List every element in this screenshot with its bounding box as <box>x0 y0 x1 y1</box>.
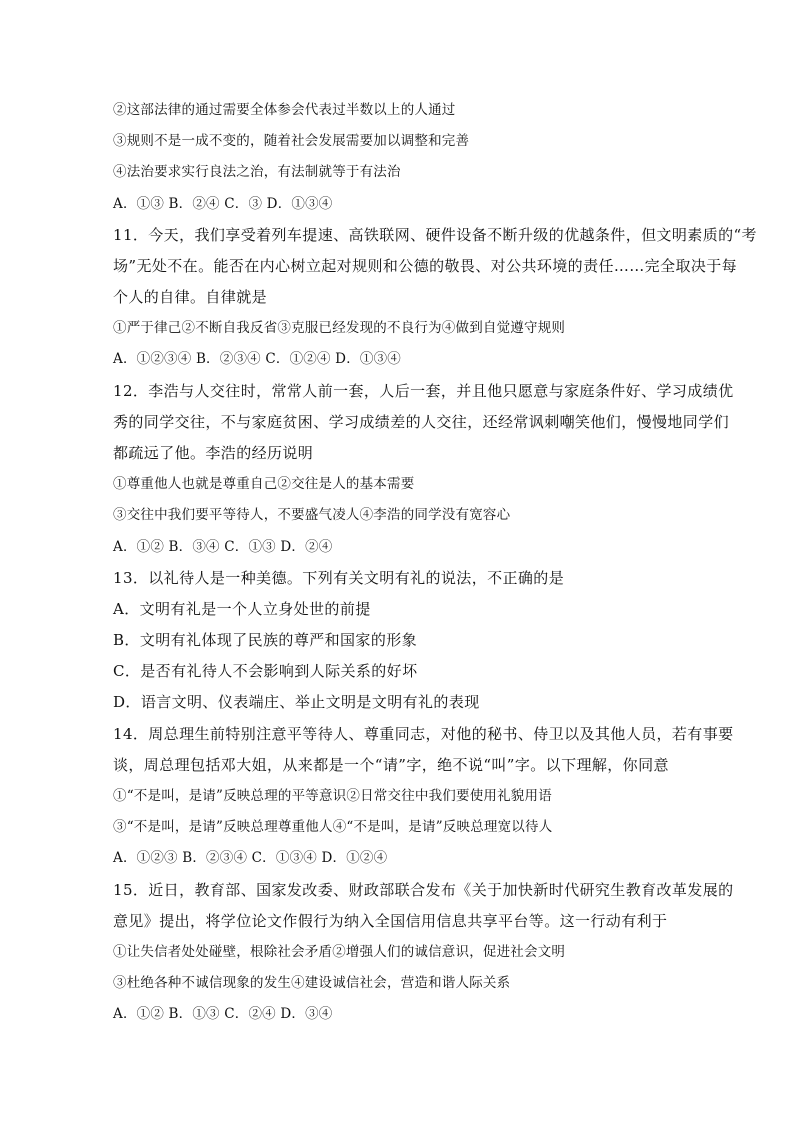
option-statement: ③杜绝各种不诚信现象的发生④建设诚信社会，营造和谐人际关系 <box>113 975 511 991</box>
question-12-text: 都疏远了他。李浩的经历说明 <box>113 444 314 462</box>
question-13-text: 13．以礼待人是一种美德。下列有关文明有礼的说法，不正确的是 <box>113 569 565 587</box>
question-14-text: 14．周总理生前特别注意平等待人、尊重同志，对他的秘书、侍卫以及其他人员，若有事要 <box>113 725 734 743</box>
answer-choices: A．①②③④ B．②③④ C．①②④ D．①③④ <box>113 351 401 367</box>
option-statement: ①“不是叫，是请”反映总理的平等意识②日常交往中我们要使用礼貌用语 <box>113 788 552 804</box>
answer-choices: A．①③ B．②④ C．③ D．①③④ <box>113 196 333 212</box>
answer-choices: A．①② B．①③ C．②④ D．③④ <box>113 1006 333 1022</box>
question-11-text: 个人的自律。自律就是 <box>113 288 268 306</box>
answer-option-d: D．语言文明、仪表端庄、举止文明是文明有礼的表现 <box>113 693 480 711</box>
answer-option-b: B．文明有礼体现了民族的尊严和国家的形象 <box>113 631 418 649</box>
option-statement: ①严于律己②不断自我反省③克服已经发现的不良行为④做到自觉遵守规则 <box>113 320 566 336</box>
question-15-text: 意见》提出，将学位论文作假行为纳入全国信用信息共享平台等。这一行动有利于 <box>113 912 668 930</box>
option-statement: ③规则不是一成不变的，随着社会发展需要加以调整和完善 <box>113 133 470 149</box>
option-statement: ④法治要求实行良法之治，有法制就等于有法治 <box>113 164 401 180</box>
answer-choices: A．①②③ B．②③④ C．①③④ D．①②④ <box>113 850 388 866</box>
question-14-text: 谈，周总理包括邓大姐，从来都是一个“请”字，绝不说“叫”字。以下理解，你同意 <box>113 756 669 774</box>
question-15-text: 15．近日，教育部、国家发改委、财政部联合发布《关于加快新时代研究生教育改革发展的 <box>113 881 734 899</box>
question-12-text: 秀的同学交往，不与家庭贫困、学习成绩差的人交往，还经常讽刺嘲笑他们，慢慢地同学们 <box>113 413 730 431</box>
answer-option-a: A．文明有礼是一个人立身处世的前提 <box>113 600 371 618</box>
answer-choices: A．①② B．③④ C．①③ D．②④ <box>113 539 333 555</box>
answer-option-c: C．是否有礼待人不会影响到人际关系的好坏 <box>113 662 418 680</box>
option-statement: ①尊重他人也就是尊重自己②交往是人的基本需要 <box>113 476 415 492</box>
question-11-text: 11．今天，我们享受着列车提速、高铁联网、硬件设备不断升级的优越条件，但文明素质的“考 <box>113 226 757 244</box>
question-12-text: 12．李浩与人交往时，常常人前一套，人后一套，并且他只愿意与家庭条件好、学习成绩优 <box>113 382 734 400</box>
question-11-text: 场”无处不在。能否在内心树立起对规则和公德的敬畏、对公共环境的责任……完全取决于每 <box>113 257 738 275</box>
option-statement: ①让失信者处处碰壁，根除社会矛盾②增强人们的诚信意识，促进社会文明 <box>113 944 566 960</box>
option-statement: ③“不是叫，是请”反映总理尊重他人④“不是叫，是请”反映总理宽以待人 <box>113 819 553 835</box>
option-statement: ③交往中我们要平等待人，不要盛气凌人④李浩的同学没有宽容心 <box>113 507 511 523</box>
option-statement: ②这部法律的通过需要全体参会代表过半数以上的人通过 <box>113 102 456 118</box>
